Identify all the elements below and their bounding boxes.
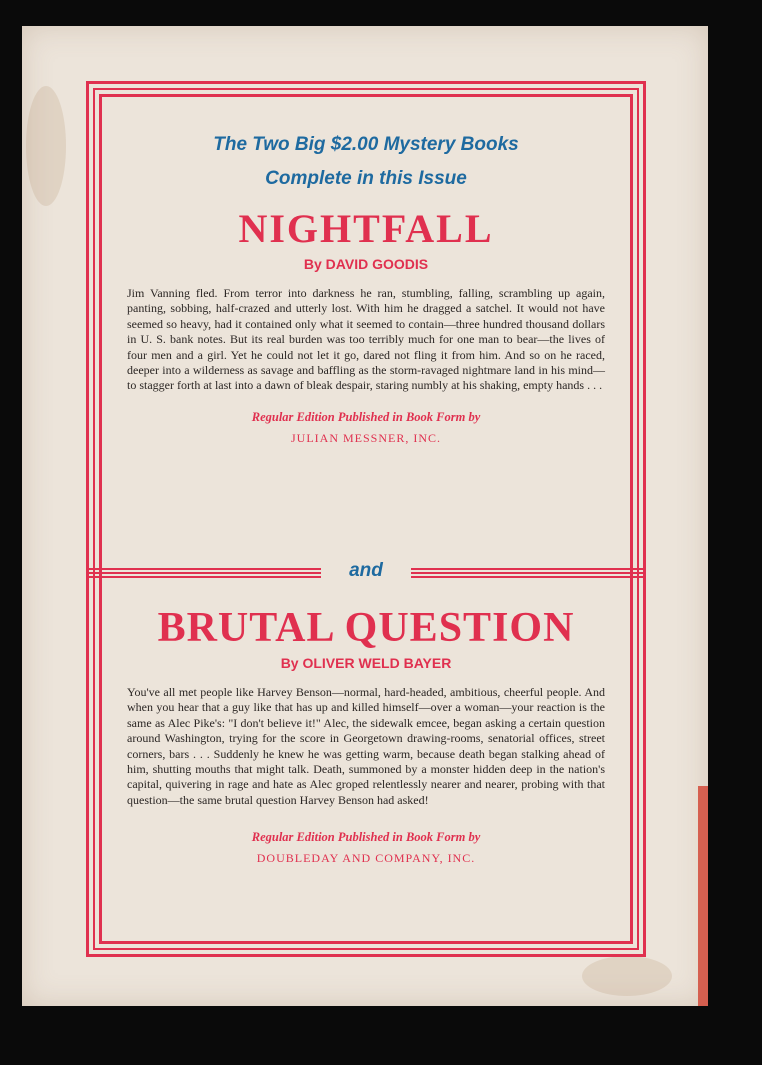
publisher-name: JULIAN MESSNER, INC. — [290, 430, 441, 445]
divider-and-label: and — [349, 560, 383, 581]
advertisement-content — [105, 100, 627, 938]
paper-stain — [26, 86, 66, 206]
edition-note: Regular Edition Published in Book Form by — [251, 409, 481, 424]
publisher-name: DOUBLEDAY AND COMPANY, INC. — [256, 851, 476, 866]
section-divider — [89, 560, 643, 588]
headline-line-2: Complete in this Issue — [265, 168, 467, 189]
book-section-brutal-question — [105, 605, 627, 866]
book-title: NIGHTFALL — [238, 206, 494, 251]
headline-line-1: The Two Big $2.00 Mystery Books — [213, 134, 519, 155]
edition-note: Regular Edition Published in Book Form by — [251, 830, 481, 845]
book-section-nightfall — [105, 206, 627, 446]
book-title: BRUTAL QUESTION — [157, 605, 575, 651]
paper-edge-red — [698, 786, 708, 1006]
magazine-back-cover — [22, 26, 708, 1006]
paper-stain — [582, 956, 672, 996]
book-blurb: Jim Vanning fled. From terror into darkness he ran, stumbling, falling, scrambling up again, panting, sobbing, half-crazed and utterly lost. With him he dragged a satchel. It would not have seemed so heavy, had it contained only what it seemed to contain—three hundred thousand dollars in U. S. bank notes. But its real burden was too terribly much for one man to bear—the lives of four men and a girl. Yet he could not let it go, dared not fling it from him. And so on he raced, deeper into a wilderness as savage and baffling as the storm-ravaged nightmare land in his mind—to stagger forth at last into a dawn of bleak despair, staring numbly at his shaking, empty hands . . . — [127, 286, 605, 393]
divider-rule-left — [89, 568, 321, 579]
book-author: By DAVID GOODIS — [303, 256, 429, 272]
book-blurb: You've all met people like Harvey Benson—normal, hard-headed, ambitious, cheerful people. And when you hear that a guy like that has up and killed himself—over a woman—your reaction is the same as Alec Pike's: "I don't believe it!" Alec, the sidewalk emcee, began asking a certain question around Washington, trying for the score in Georgetown drawing-rooms, senatorial offices, street corners, bars . . . Suddenly he knew he was getting warm, because death began stalking ahead of him, shutting mouths that might talk. Death, summoned by a monster hidden deep in the nation's capital, quivering in rage and hate as Alec groped relentlessly nearer and nearer, probing with that question—the same brutal question Harvey Benson had asked! — [127, 685, 605, 807]
divider-rule-right — [411, 568, 643, 579]
decorative-border — [86, 81, 646, 957]
headline — [105, 128, 627, 196]
book-author: By OLIVER WELD BAYER — [280, 655, 452, 671]
